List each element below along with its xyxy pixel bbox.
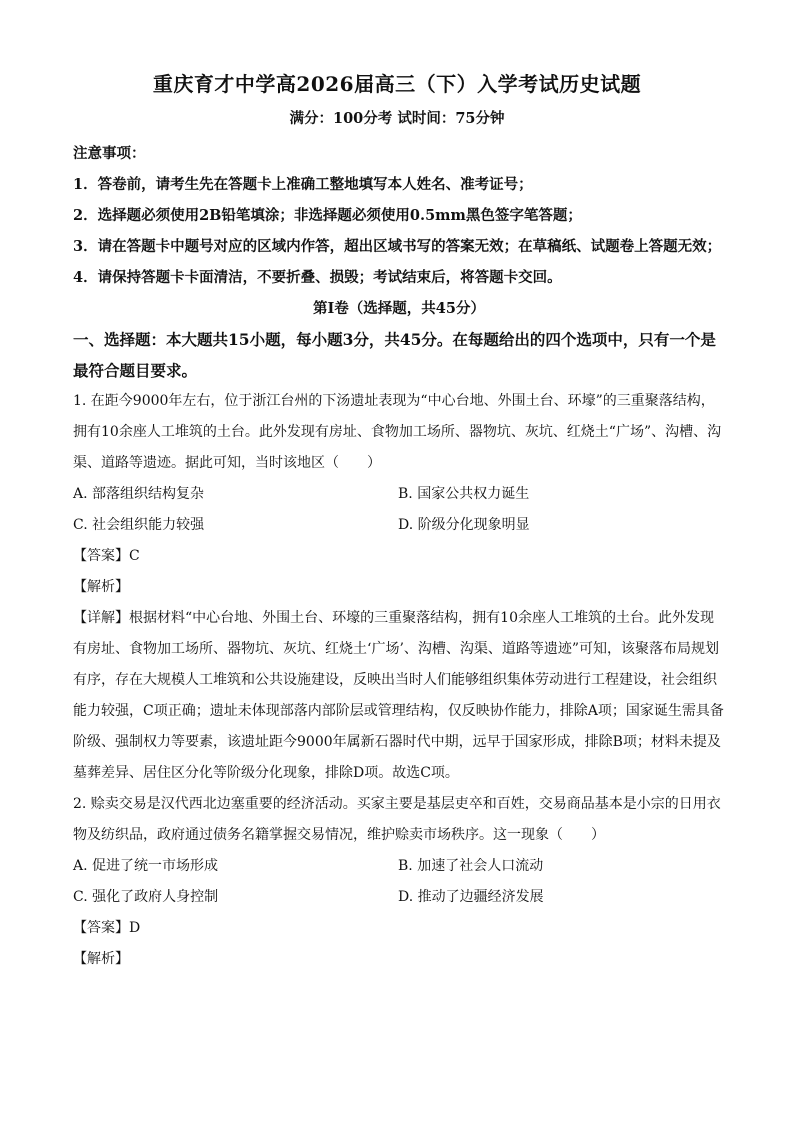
- option-b: B. 加速了社会人口流动: [398, 858, 544, 874]
- section-intro: 一、选择题：本大题共15小题，每小题3分，共45分。在每题给出的四个选项中，只有一个是最符合题目要求。: [73, 330, 716, 380]
- section-title: 第Ⅰ卷（选择题，共45分）: [313, 300, 485, 317]
- option-a: A. 促进了统一市场形成: [73, 858, 219, 874]
- notice-item: 3．请在答题卡中题号对应的区域内作答，超出区域书写的答案无效；在草稿纸、试题卷上答题无效；: [73, 238, 722, 255]
- answer-label: 【答案】D: [73, 920, 141, 936]
- option-c: C. 强化了政府人身控制: [73, 889, 219, 905]
- option-d: D. 推动了边疆经济发展: [398, 889, 544, 905]
- question-options: [73, 851, 725, 913]
- question-1: [73, 386, 725, 789]
- option-d: D. 阶级分化现象明显: [398, 517, 530, 533]
- analysis-label: 【解析】: [73, 579, 129, 595]
- option-b: B. 国家公共权力诞生: [398, 486, 530, 502]
- exam-info: 满分：100分考 试时间：75分钟: [289, 110, 505, 127]
- question-stem: 2. 赊卖交易是汉代西北边塞重要的经济活动。买家主要是基层吏卒和百姓，交易商品基本是小宗的日用衣物及纺织品，政府通过债务名籍掌握交易情况，维护赊卖市场秩序。这一现象（ ）: [73, 796, 721, 843]
- option-c: C. 社会组织能力较强: [73, 517, 205, 533]
- analysis-label: 【解析】: [73, 951, 129, 967]
- question-2: [73, 789, 725, 975]
- notice-item: 2．选择题必须使用2B铅笔填涂；非选择题必须使用0.5mm黑色签字笔答题；: [73, 207, 582, 224]
- answer-label: 【答案】C: [73, 548, 140, 564]
- question-stem: 1. 在距今9000年左右，位于浙江台州的下汤遗址表现为“中心台地、外围土台、环壕”的三重聚落结构，拥有10余座人工堆筑的土台。此外发现有房址、食物加工场所、器物坑、灰坑、红烧土“广场”、沟槽、沟渠、道路等遗迹。据此可知，当时该地区（ ）: [73, 393, 722, 471]
- notice-item: 4．请保持答题卡卡面清洁，不要折叠、损毁；考试结束后，将答题卡交回。: [73, 269, 562, 286]
- page-content: [73, 138, 725, 975]
- option-a: A. 部落组织结构复杂: [73, 486, 205, 502]
- notice-item: 1．答卷前，请考生先在答题卡上准确工整地填写本人姓名、准考证号；: [73, 176, 533, 193]
- detail-explanation: 【详解】根据材料“中心台地、外围土台、环壕的三重聚落结构，拥有10余座人工堆筑的土台。此外发现有房址、食物加工场所、器物坑、灰坑、红烧土‘广场’、沟槽、沟渠、道路等遗迹”可知，该聚落布局规划有序，存在大规模人工堆筑和公共设施建设，反映出当时人们能够组织集体劳动进行工程建设，社会组织能力较强，C项正确；遗址未体现部落内部阶层或管理结构，仅反映协作能力，排除A项；国家诞生需具备阶级、强制权力等要素，该遗址距今9000年属新石器时代中期，远早于国家形成，排除B项；材料未提及墓葬差异、居住区分化等阶级分化现象，排除D项。故选C项。: [73, 610, 724, 781]
- notice-heading: 注意事项：: [73, 145, 146, 162]
- page-title: 重庆育才中学高2026届高三（下）入学考试历史试题: [152, 72, 642, 96]
- question-options: [73, 479, 725, 541]
